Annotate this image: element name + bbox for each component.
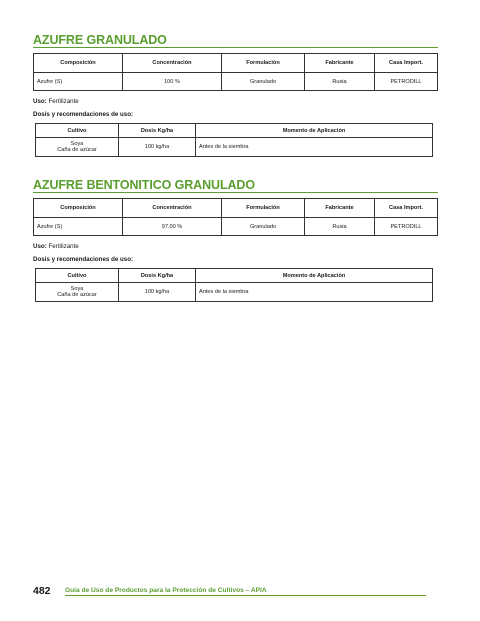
- cell-formulacion: Granulado: [222, 218, 305, 236]
- header-cultivo: Cultivo: [36, 269, 119, 283]
- cell-dosis: 100 kg/ha: [119, 138, 196, 157]
- table-row: [36, 283, 433, 302]
- cultivo-2: Caña de azúcar: [57, 292, 97, 298]
- product-title: AZUFRE BENTONITICO GRANULADO: [33, 179, 438, 193]
- cell-concentracion: 97.00 %: [123, 218, 222, 236]
- cell-composicion: Azufre (S): [34, 218, 123, 236]
- header-momento: Momento de Aplicación: [196, 269, 433, 283]
- header-composicion: Composición: [34, 199, 123, 218]
- uso-label: Uso:: [33, 98, 47, 105]
- table-header-row: [34, 54, 438, 73]
- cell-fabricante: Rusia: [305, 73, 375, 91]
- cell-composicion: Azufre (S): [34, 73, 123, 91]
- table-row: [36, 138, 433, 157]
- header-momento: Momento de Aplicación: [196, 124, 433, 138]
- cell-momento: Antes de la siembra: [196, 283, 433, 302]
- table-header-row: [36, 124, 433, 138]
- cell-fabricante: Rusia: [305, 218, 375, 236]
- dose-table: [35, 123, 433, 157]
- table-row: [34, 73, 438, 91]
- header-formulacion: Formulación: [222, 54, 305, 73]
- cell-formulacion: Granulado: [222, 73, 305, 91]
- cultivo-2: Caña de azúcar: [57, 147, 97, 153]
- page-number: 482: [33, 585, 51, 597]
- cell-casa-import: PETRODILL: [375, 73, 438, 91]
- header-dosis: Dosis Kg/ha: [119, 124, 196, 138]
- header-cultivo: Cultivo: [36, 124, 119, 138]
- product-title: AZUFRE GRANULADO: [33, 34, 438, 48]
- table-row: [34, 218, 438, 236]
- composition-table: [33, 198, 438, 236]
- header-concentracion: Concentración: [123, 199, 222, 218]
- header-concentracion: Concentración: [123, 54, 222, 73]
- cell-dosis: 100 kg/ha: [119, 283, 196, 302]
- footer-title: Guía de Uso de Productos para la Protección de Cultivos – APIA: [65, 587, 426, 596]
- dose-table: [35, 268, 433, 302]
- composition-table: [33, 53, 438, 91]
- table-header-row: [36, 269, 433, 283]
- cell-cultivo: [36, 138, 119, 157]
- uso-line: [33, 243, 438, 250]
- uso-value: Fertilizante: [48, 98, 79, 105]
- page-footer: [33, 585, 426, 597]
- table-header-row: [34, 199, 438, 218]
- cultivo-1: Soya: [70, 140, 84, 147]
- header-fabricante: Fabricante: [305, 199, 375, 218]
- product-section-2: [33, 179, 438, 302]
- product-section-1: [33, 34, 438, 157]
- uso-value: Fertilizante: [48, 243, 79, 250]
- header-casa-import: Casa Import.: [375, 54, 438, 73]
- dosis-heading: Dosis y recomendaciones de uso:: [33, 256, 134, 263]
- cell-concentracion: 100 %: [123, 73, 222, 91]
- cell-casa-import: PETRODILL: [375, 218, 438, 236]
- cell-cultivo: [36, 283, 119, 302]
- header-composicion: Composición: [34, 54, 123, 73]
- dosis-heading: Dosis y recomendaciones de uso:: [33, 111, 134, 118]
- uso-line: [33, 98, 438, 105]
- header-formulacion: Formulación: [222, 199, 305, 218]
- cultivo-1: Soya: [70, 285, 84, 292]
- header-casa-import: Casa Import.: [375, 199, 438, 218]
- cell-momento: Antes de la siembra: [196, 138, 433, 157]
- header-dosis: Dosis Kg/ha: [119, 269, 196, 283]
- header-fabricante: Fabricante: [305, 54, 375, 73]
- uso-label: Uso:: [33, 243, 47, 250]
